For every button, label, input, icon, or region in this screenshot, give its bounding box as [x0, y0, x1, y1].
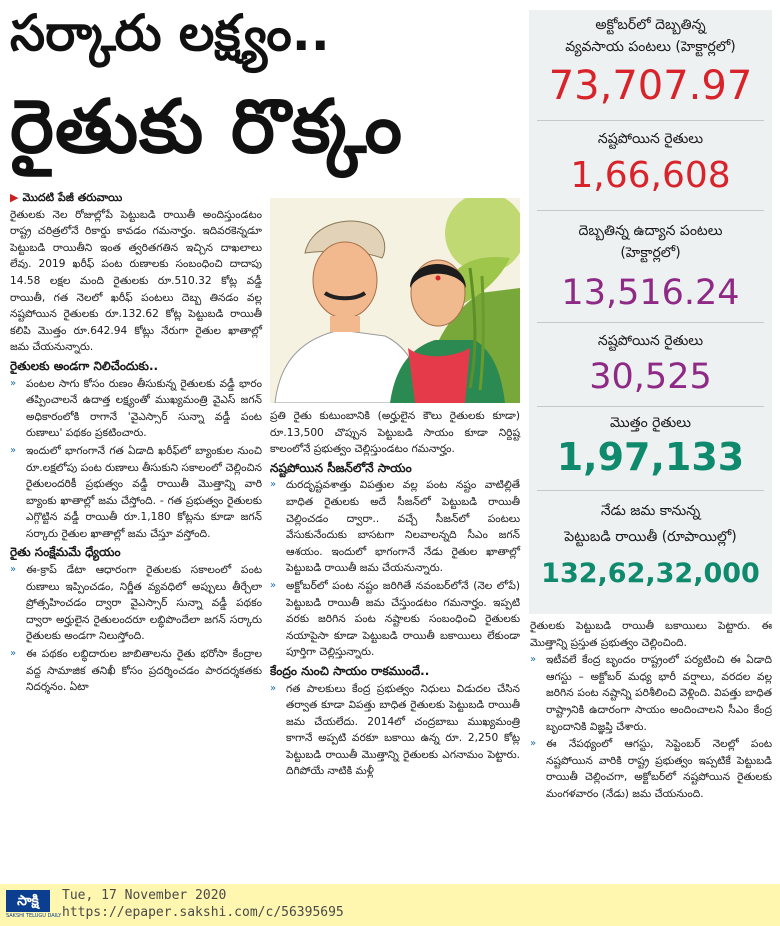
double-chevron-icon: » [530, 654, 537, 666]
edition-date: Tue, 17 November 2020 [62, 888, 227, 903]
list-item: » గత పాలకులు కేంద్ర ప్రభుత్వం నిధులు విడుదల చేసిన తర్వాత కూడా విపత్తు బాధిత రైతులకు పెట్టుబడి రాయితీ జమ చేయలేదు. 2014లో చంద్రబాబు ముఖ్యమంత్రి కాగానే అప్పటి వరకూ బకాయి ఉన్న రూ. 2,250 కోట్ల పెట్టుబడి రాయితీ మొత్తాన్ని రైతులకు ఎగనామం పెట్టారు. దిగిపోయే నాటికి మళ్లీ [270, 682, 520, 778]
epaper-link[interactable]: https://epaper.sakshi.com/c/56395695 [62, 905, 344, 920]
subheading: నష్టపోయిన సీజన్‌లోనే సాయం [270, 460, 412, 475]
double-chevron-icon: » [10, 377, 17, 389]
stat-value: 1,66,608 [570, 155, 731, 196]
headline-line-1: సర్కారు లక్ష్యం.. [10, 4, 330, 62]
list-item: » ఈ పథకం లబ్ధిదారుల జాబితాలను రైతు భరోసా కేంద్రాల వద్ద సామాజిక తనిఖీ కోసం ప్రదర్శించడం పారదర్శకతకు నిదర్శనం. ఏటా [10, 648, 262, 694]
farmer-couple-illustration [270, 198, 520, 403]
stat-label: (హెక్టార్లలో) [620, 245, 681, 261]
divider [537, 210, 764, 211]
continued-label: ▶ మొదటి పేజీ తరువాయి [10, 191, 123, 204]
stat-value: 132,62,32,000 [541, 558, 760, 589]
article-column-2 [270, 408, 520, 781]
article-column-3 [530, 618, 772, 804]
list-item: » దురదృష్టవశాత్తు విపత్తుల వల్ల పంట నష్టం వాటిల్లితే బాధిత రైతులకు అదే సీజన్‌లో పెట్టుబడి రాయితీ చెల్లించడం ద్వారా.. వచ్చే సీజన్‌లో పంటలు వేసుకునేందుకు బాసటగా నిలవాలన్నది సీఎం జగన్ ఆశయం. ఇందులో భాగంగానే నేడు రైతుల ఖాతాల్లో పెట్టుబడి రాయితీ జమ చేయనున్నారు. [270, 479, 520, 575]
stat-label: వ్యవసాయ పంటలు (హెక్టార్లలో) [565, 39, 736, 55]
stat-label: మొత్తం రైతులు [610, 415, 691, 431]
stats-panel [529, 10, 772, 614]
bullet-list [270, 681, 520, 781]
epaper-footer [0, 884, 780, 926]
list-item: » ఇందులో భాగంగానే గత ఏడాది ఖరీఫ్‌లో బ్యాంకుల నుంచి రూ.లక్షలోపు పంట రుణాలు తీసుకుని సకాలంలో చెల్లించిన రైతులందరికీ ప్రభుత్వం వడ్డీ రాయితీ మొత్తాన్ని వారి బ్యాంకు ఖాతాల్లో జమ చేస్తోంది. - గత ప్రభుత్వం రైతులకు ఎగ్గొట్టిన వడ్డీ రాయితీ రూ.1,180 కోట్లను కూడా జగన్ సర్కారు రైతుల ఖాతాల్లో జమ చేస్తూ వస్తోంది. [10, 444, 262, 540]
stat-label: దెబ్బతిన్న ఉద్యాన పంటలు [578, 223, 723, 239]
triangle-icon: ▶ [10, 191, 19, 204]
divider [537, 490, 764, 491]
stat-label: పెట్టుబడి రాయితీ (రూపాయిల్లో) [564, 529, 737, 545]
headline-line-2: రైతుకు రొక్కం [10, 84, 403, 170]
article-paragraph: ప్రతి రైతు కుటుంబానికి (అర్హులైన కౌలు రైతులకు కూడా) రూ.13,500 చొప్పున పెట్టుబడి సాయం కూడా నిర్దిష్ట కాలంలోనే ప్రభుత్వం చెల్లిస్తుండటం గమనార్హం. [270, 410, 520, 456]
double-chevron-icon: » [10, 564, 17, 576]
list-item: » ఈ నేపథ్యంలో ఆగస్టు, సెప్టెంబర్ నెలల్లో పంట నష్టపోయిన వారికి రాష్ట్ర ప్రభుత్వం ఇప్పటికే పెట్టుబడి రాయితీ చెల్లించగా, అక్టోబర్‌లో నష్టపోయిన రైతులకు మంగళవారం (నేడు) జమ చేయనుంది. [530, 738, 772, 800]
bullet-list [270, 477, 520, 661]
list-item: » ఇటీవలే కేంద్ర బృందం రాష్ట్రంలో పర్యటించి ఈ ఏడాది ఆగస్టు – అక్టోబర్ మధ్య భారీ వర్షాలు, వరదల వల్ల జరిగిన పంట నష్టాన్ని పరిశీలించి వెళ్లింది. విపత్తు బాధిత రాష్ట్రానికి ఉదారంగా సాయం అందించాలని సీఎం కేంద్ర బృందానికి విజ్ఞప్తి చేశారు. [530, 654, 772, 733]
list-item: » ఈ-క్రాప్ డేటా ఆధారంగా రైతులకు సకాలంలో పంట రుణాలు ఇప్పించడం, నిర్ణీత వ్యవధిలో అప్పులు తీర్చేలా ప్రోత్సహించడం ద్వారా వైఎస్సార్ సున్నా వడ్డీ పథకం ద్వారా అర్హులైన రైతులందరూ లబ్ధిపొందేలా జగన్ సర్కారు రైతులకు అండగా నిలుస్తోంది. [10, 564, 262, 643]
stat-label: నష్టపోయిన రైతులు [597, 131, 704, 147]
sakshi-logo: సాక్షి SAKSHI TELUGU DAILY [6, 890, 50, 920]
double-chevron-icon: » [270, 479, 277, 491]
double-chevron-icon: » [10, 444, 17, 456]
divider [537, 406, 764, 407]
double-chevron-icon: » [270, 682, 277, 694]
subheading: రైతు సంక్షేమమే ధ్యేయం [10, 545, 121, 560]
bullet-list [530, 652, 772, 802]
double-chevron-icon: » [270, 579, 277, 591]
stat-label: అక్టోబర్‌లో దెబ్బతిన్న [595, 17, 706, 33]
bullet-list [10, 562, 262, 696]
list-item: » పంటల సాగు కోసం రుణం తీసుకున్న రైతులకు వడ్డీ భారం తప్పించాలనే ఉదాత్త లక్ష్యంతో ముఖ్యమంత్రి వైఎస్ జగన్ అధికారంలోకి రాగానే 'వైఎస్సార్ సున్నా వడ్డీ పంట రుణాలు' పథకం ప్రకటించారు. [10, 377, 262, 440]
stat-label: నేడు జమ కానున్న [600, 503, 701, 519]
divider [537, 120, 764, 121]
divider [537, 322, 764, 323]
subheading: రైతులకు అండగా నిలిచేందుకు.. [10, 358, 159, 373]
article-paragraph: రైతులకు నెల రోజుల్లోపే పెట్టుబడి రాయితీ అందిస్తుండటం రాష్ట్ర చరిత్రలోనే రికార్డు కావడం గమనార్హం. ఇదివరకెన్నడూ పెట్టుబడి రాయితీని ఇంత త్వరితగతిన ఇచ్చిన దాఖలాలు లేవు. 2019 ఖరీఫ్ పంట రుణాలకు సంబంధించి దాదాపు 14.58 లక్షల మంది రైతులకు రూ.510.32 కోట్ల వడ్డీ రాయితీ, గత నెలలో ఖరీఫ్ పంటలు దెబ్బ తినడం వల్ల నష్టపోయిన రైతులకు రూ.132.62 కోట్ల పెట్టుబడి రాయితీ కలిపి మొత్తం రూ.642.94 కోట్లు నేరుగా రైతుల ఖాతాల్లో జమ చేయనున్నారు. [10, 208, 262, 354]
stat-value: 1,97,133 [556, 435, 745, 479]
stat-value: 30,525 [589, 357, 712, 397]
bullet-list [10, 376, 262, 543]
stat-value: 73,707.97 [548, 63, 753, 109]
stat-label: నష్టపోయిన రైతులు [597, 333, 704, 349]
double-chevron-icon: » [10, 648, 17, 660]
stat-value: 13,516.24 [561, 273, 740, 313]
article-paragraph: రైతులకు పెట్టుబడి రాయితీ బకాయిలు పెట్టారు. ఈ మొత్తాన్ని ప్రస్తుత ప్రభుత్వం చెల్లించింది. [530, 620, 772, 649]
article-column-1 [10, 190, 262, 697]
double-chevron-icon: » [530, 738, 537, 750]
list-item: » అక్టోబర్‌లో పంట నష్టం జరిగితే నవంబర్‌లోనే (నెల లోపే) పెట్టుబడి రాయితీ జమ చేస్తుండటం గమనార్హం. ఇప్పటి వరకు జరిగిన పంట నష్టాలకు సంబంధించి రైతులకు నయాపైసా కూడా పెట్టుబడి రాయితీ బకాయిలు లేకుండా పూర్తిగా చెల్లిస్తున్నారు. [270, 579, 520, 659]
subheading: కేంద్రం నుంచి సాయం రాకముందే.. [270, 663, 430, 678]
